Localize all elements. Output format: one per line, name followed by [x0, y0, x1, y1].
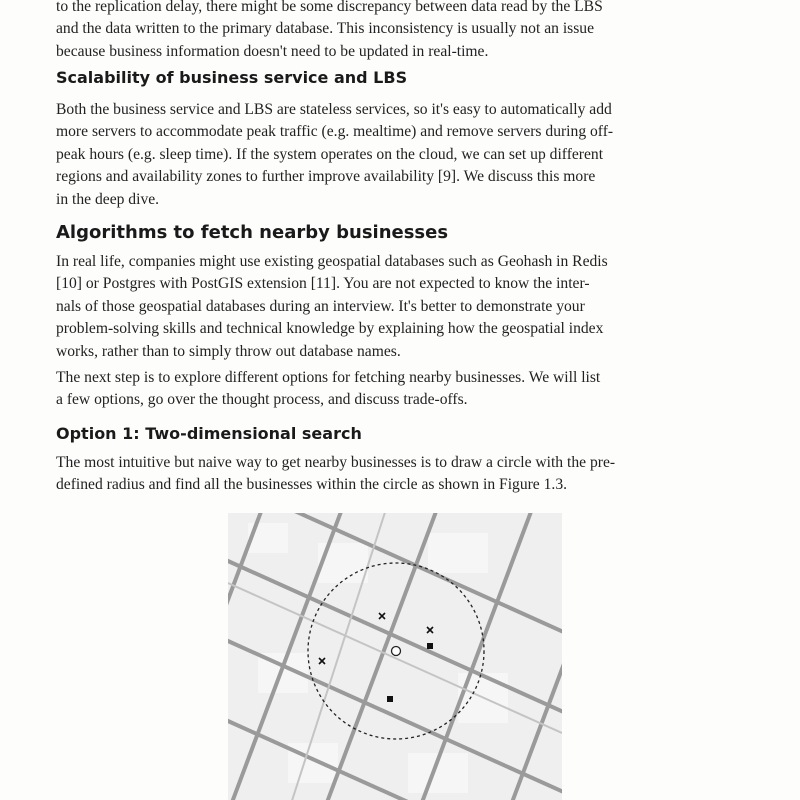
- text-line: defined radius and find all the businesses within the circle as shown in Figure 1.3.: [56, 476, 568, 494]
- section-heading-algorithms: Algorithms to fetch nearby businesses: [56, 222, 449, 243]
- square-icon: [427, 643, 433, 649]
- text-line: The next step is to explore different options for fetching nearby businesses. We will list: [56, 369, 601, 386]
- map-svg: [228, 513, 562, 800]
- text-line: a few options, go over the thought process, and discuss trade-offs.: [56, 391, 468, 409]
- text-line: In real life, companies might use existing geospatial databases such as Geohash in Redis: [56, 253, 608, 270]
- figure-map: [228, 513, 562, 800]
- text-line: to the replication delay, there might be some discrepancy between data read by the LBS: [56, 0, 603, 15]
- text-line: and the data written to the primary database. This inconsistency is usually not an issue: [56, 20, 595, 38]
- text-line: works, rather than to simply throw out database names.: [56, 342, 401, 360]
- text-line: peak hours (e.g. sleep time). If the system operates on the cloud, we can set up different: [56, 145, 604, 163]
- text-line: in the deep dive.: [56, 190, 160, 208]
- section-heading-option1: Option 1: Two-dimensional search: [56, 424, 362, 443]
- square-icon: [387, 696, 393, 702]
- center-point: [392, 647, 401, 656]
- algorithms-paragraph-1: [56, 251, 732, 363]
- text-line: problem-solving skills and technical knowledge by explaining how the geospatial index: [56, 320, 604, 338]
- text-line: regions and availability zones to further improve availability [9]. We discuss this more: [56, 168, 596, 186]
- text-line: Both the business service and LBS are stateless services, so it's easy to automatically add: [56, 101, 612, 118]
- text-line: because business information doesn't need to be updated in real-time.: [56, 42, 489, 60]
- section-heading-scalability: Scalability of business service and LBS: [56, 68, 408, 87]
- scalability-paragraph: [56, 99, 732, 211]
- text-line: nals of those geospatial databases during an interview. It's better to demonstrate your: [56, 297, 585, 315]
- text-line: The most intuitive but naive way to get nearby businesses is to draw a circle with the pre-: [56, 454, 616, 471]
- intro-paragraph: [56, 0, 732, 63]
- option1-paragraph: [56, 452, 732, 497]
- text-line: [10] or Postgres with PostGIS extension [11]. You are not expected to know the inter-: [56, 275, 590, 293]
- algorithms-paragraph-2: [56, 367, 732, 412]
- text-line: more servers to accommodate peak traffic (e.g. mealtime) and remove servers during off-: [56, 123, 614, 141]
